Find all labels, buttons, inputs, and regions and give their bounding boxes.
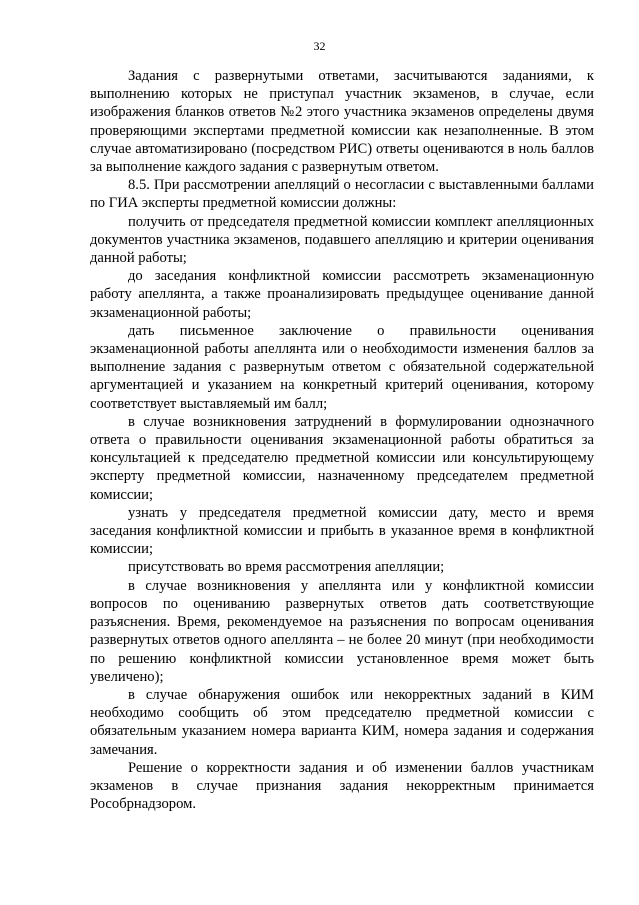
duty-consultation: в случае возникновения затруднений в формулировании однозначного ответа о правильности оценивания экзаменационной работы обратиться за консультацией к председателю предметной комиссии или консультирующему эксперту предметной комиссии, назначенному председателем предметной комиссии; <box>90 413 594 503</box>
duty-review-work: до заседания конфликтной комиссии рассмотреть экзаменационную работу апеллянта, а также проанализировать предыдущее оценивание данной экзаменационной работы; <box>90 268 594 321</box>
paragraph-section-8-5: 8.5. При рассмотрении апелляций о несогласии с выставленными баллами по ГИА эксперты предметной комиссии должны: <box>90 177 594 212</box>
duty-meeting-info: узнать у председателя предметной комиссии дату, место и время заседания конфликтной комиссии и прибыть в указанное время в конфликтной комиссии; <box>90 504 594 558</box>
duty-obtain-documents: получить от председателя предметной комиссии комплект апелляционных документов участника экзаменов, подавшего апелляцию и критерии оценивания данной работы; <box>90 213 594 267</box>
duty-report-errors: в случае обнаружения ошибок или некорректных заданий в КИМ необходимо сообщить об этом председателю предметной комиссии с обязательным указанием номера варианта КИМ, номера задания и содержания замечания. <box>90 686 594 758</box>
paragraph-decision: Решение о корректности задания и об изменении баллов участникам экзаменов в случае признания задания некорректным принимается Рособрнадзором. <box>90 759 594 813</box>
duty-attend: присутствовать во время рассмотрения апелляции; <box>128 559 445 576</box>
duty-explanations: в случае возникновения у апеллянта или у конфликтной комиссии вопросов по оцениванию развернутых ответов дать соответствующие разъяснения. Время, рекомендуемое на разъяснения по вопросам оценивания развернутых ответов одного апеллянта – не более 20 минут (при необходимости по решению конфликтной комиссии установленное время может быть увеличено); <box>90 577 594 685</box>
page-number: 32 <box>313 39 326 53</box>
paragraph-blank-answers: Задания с развернутыми ответами, засчитываются заданиями, к выполнению которых не приступал участник экзаменов, в случае, если изображения бланков ответов №2 этого участника экзаменов определены двумя проверяющими экспертами предметной комиссии как незаполненные. В этом случае автоматизировано (посредством РИС) ответы оцениваются в ноль баллов за выполнение каждого задания с развернутым ответом. <box>90 68 594 176</box>
duty-written-conclusion: дать письменное заключение о правильности оценивания экзаменационной работы апеллянта или о необходимости изменения баллов за выполнение задания с развернутым ответом с обязательной содержательной аргументацией и указанием на конкретный критерий оценивания, которому соответствует выставляемый им балл; <box>90 322 594 412</box>
document-body <box>90 67 594 813</box>
